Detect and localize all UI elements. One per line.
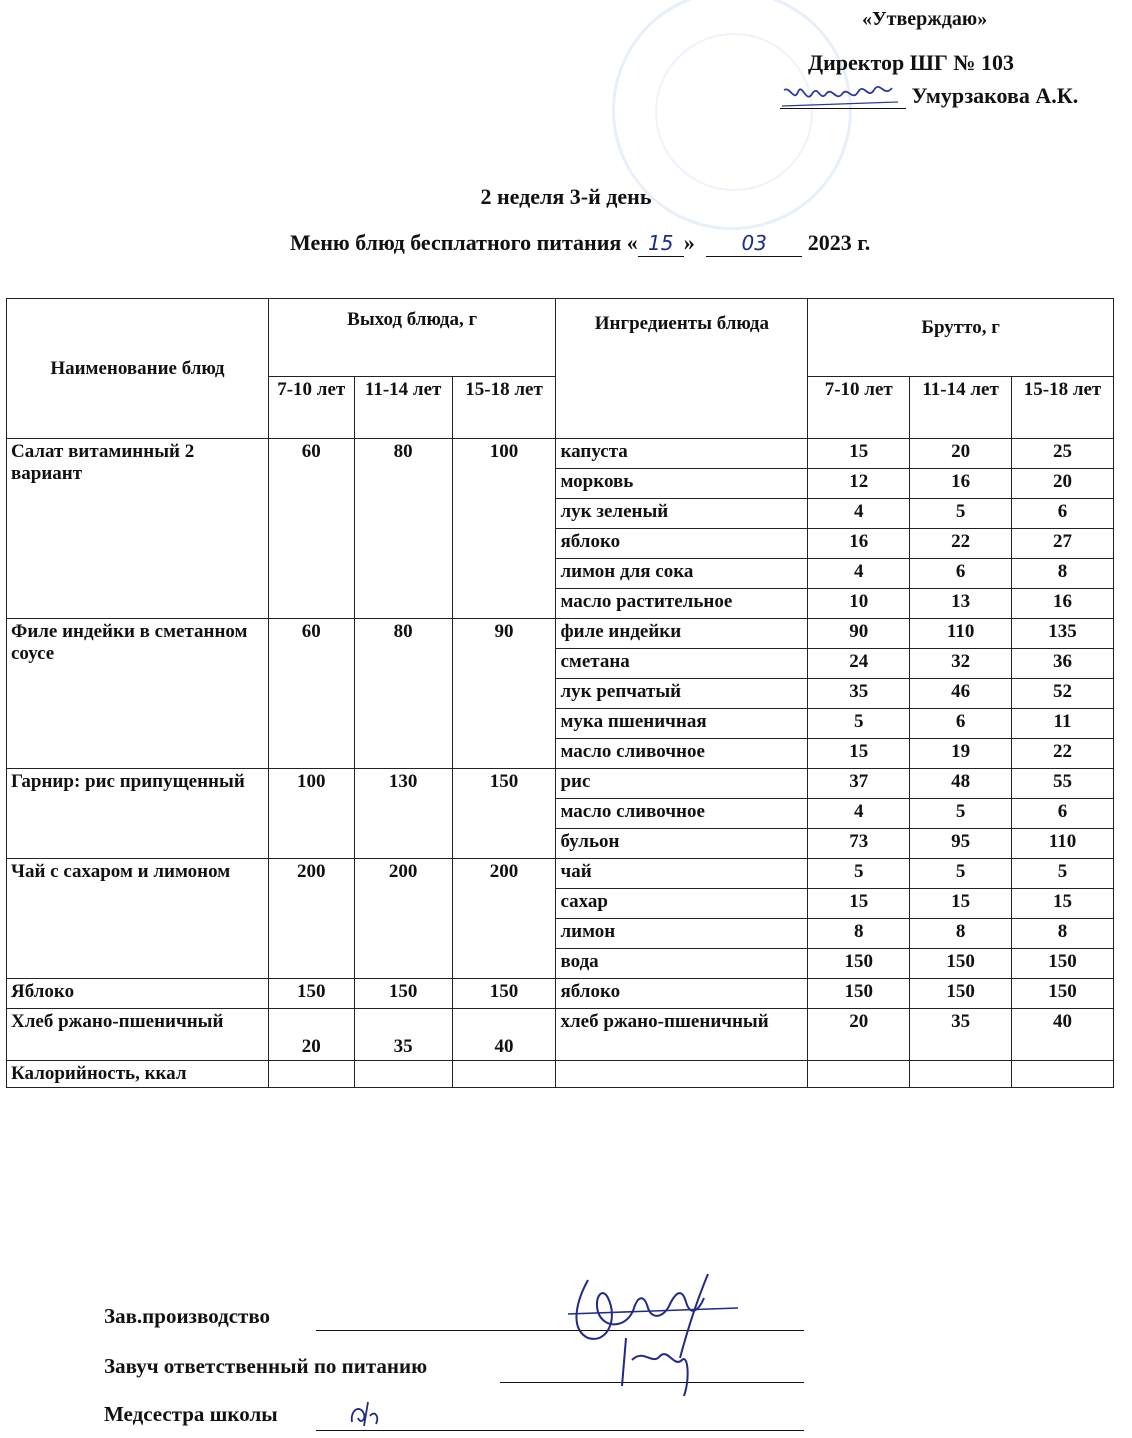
header-brutto-age-1: 7-10 лет [808,377,910,439]
calories-label: Калорийность, ккал [7,1061,269,1088]
ingredient-brutto: 135 [1012,619,1114,649]
ingredient-brutto: 5 [910,499,1012,529]
calories-cell [354,1061,452,1088]
ingredient-brutto: 6 [1012,799,1114,829]
header-output-age-2: 11-14 лет [354,377,452,439]
ingredient-brutto: 150 [910,979,1012,1009]
ingredient-brutto: 20 [1012,469,1114,499]
dish-output: 40 [452,1009,556,1061]
ingredient-brutto: 5 [808,709,910,739]
dish-name: Гарнир: рис припущенный [7,769,269,859]
calories-cell [556,1061,808,1088]
dish-output: 200 [268,859,354,979]
dish-output: 35 [354,1009,452,1061]
header-output: Выход блюда, г [268,299,556,377]
ingredient-name: лимон [556,919,808,949]
table-row [7,619,1114,649]
dish-output: 150 [268,979,354,1009]
dish-output: 60 [268,439,354,619]
director-signature-line [780,83,1078,109]
table-row [7,769,1114,799]
director-name: Умурзакова А.К. [911,83,1079,108]
ingredient-brutto: 6 [910,709,1012,739]
ingredient-brutto: 4 [808,499,910,529]
ingredient-brutto: 22 [910,529,1012,559]
approve-label: «Утверждаю» [862,8,988,30]
ingredient-name: морковь [556,469,808,499]
ingredient-name: сахар [556,889,808,919]
ingredient-name: хлеб ржано-пшеничный [556,1009,808,1061]
ingredient-name: масло растительное [556,589,808,619]
ingredient-brutto: 15 [1012,889,1114,919]
dish-output: 90 [452,619,556,769]
dish-name: Салат витаминный 2 вариант [7,439,269,619]
month-field: 03 [706,232,802,257]
ingredient-brutto: 36 [1012,649,1114,679]
table-row [7,1009,1114,1061]
dish-output: 60 [268,619,354,769]
dish-name: Яблоко [7,979,269,1009]
ingredient-brutto: 5 [1012,859,1114,889]
head-teacher-label: Завуч ответственный по питанию [104,1354,428,1378]
quote-close: » [683,230,695,255]
dish-output: 130 [354,769,452,859]
ingredient-name: лук репчатый [556,679,808,709]
ingredient-brutto: 90 [808,619,910,649]
dish-output: 80 [354,439,452,619]
ingredient-brutto: 20 [808,1009,910,1061]
header-output-age-1: 7-10 лет [268,377,354,439]
ingredient-brutto: 25 [1012,439,1114,469]
ingredient-brutto: 24 [808,649,910,679]
ingredient-brutto: 48 [910,769,1012,799]
dish-output: 80 [354,619,452,769]
ingredient-name: чай [556,859,808,889]
ingredient-name: вода [556,949,808,979]
ingredient-brutto: 6 [910,559,1012,589]
dish-name: Филе индейки в сметанном соусе [7,619,269,769]
ingredient-name: масло сливочное [556,799,808,829]
production-signature [548,1268,748,1408]
ingredient-brutto: 27 [1012,529,1114,559]
nurse-signature [346,1396,386,1430]
ingredient-brutto: 35 [808,679,910,709]
ingredient-brutto: 15 [808,889,910,919]
header-ingredients: Ингредиенты блюда [556,299,808,439]
ingredient-brutto: 15 [808,739,910,769]
calories-cell [452,1061,556,1088]
ingredient-brutto: 16 [910,469,1012,499]
ingredient-name: мука пшеничная [556,709,808,739]
ingredient-brutto: 5 [808,859,910,889]
ingredient-brutto: 32 [910,649,1012,679]
signature-field [780,88,906,109]
ingredient-brutto: 11 [1012,709,1114,739]
ingredient-brutto: 8 [1012,559,1114,589]
ingredient-brutto: 40 [1012,1009,1114,1061]
ingredient-brutto: 73 [808,829,910,859]
nurse-label: Медсестра школы [104,1402,278,1426]
ingredient-brutto: 8 [910,919,1012,949]
ingredient-brutto: 8 [1012,919,1114,949]
header-brutto: Брутто, г [808,299,1114,377]
header-output-age-3: 15-18 лет [452,377,556,439]
ingredient-brutto: 150 [1012,979,1114,1009]
ingredient-brutto: 19 [910,739,1012,769]
table-row [7,979,1114,1009]
ingredient-name: филе индейки [556,619,808,649]
day-field: 15 [638,232,684,257]
calories-cell [808,1061,910,1088]
ingredient-brutto: 46 [910,679,1012,709]
calories-cell [910,1061,1012,1088]
ingredient-name: бульон [556,829,808,859]
ingredient-brutto: 4 [808,559,910,589]
ingredient-brutto: 15 [910,889,1012,919]
week-day-title: 2 неделя 3-й день [480,184,652,209]
nurse-signature-line [316,1430,804,1431]
header-dish-name: Наименование блюд [7,299,269,439]
dish-output: 150 [354,979,452,1009]
ingredient-brutto: 13 [910,589,1012,619]
calories-cell [1012,1061,1114,1088]
ingredient-name: рис [556,769,808,799]
ingredient-brutto: 20 [910,439,1012,469]
ingredient-brutto: 150 [808,949,910,979]
ingredient-name: масло сливочное [556,739,808,769]
calories-row [7,1061,1114,1088]
dish-output: 150 [452,769,556,859]
ingredient-name: яблоко [556,529,808,559]
ingredient-brutto: 95 [910,829,1012,859]
dish-output: 100 [268,769,354,859]
dish-name: Хлеб ржано-пшеничный [7,1009,269,1061]
ingredient-brutto: 52 [1012,679,1114,709]
table-row [7,439,1114,469]
ingredient-brutto: 4 [808,799,910,829]
ingredient-brutto: 6 [1012,499,1114,529]
dish-output: 100 [452,439,556,619]
dish-output: 200 [452,859,556,979]
menu-title [290,230,870,257]
ingredient-brutto: 5 [910,799,1012,829]
production-label: Зав.производство [104,1304,271,1328]
header-brutto-age-3: 15-18 лет [1012,377,1114,439]
dish-output: 150 [452,979,556,1009]
ingredient-brutto: 5 [910,859,1012,889]
director-title: Директор ШГ № 103 [808,50,1015,75]
menu-title-prefix: Меню блюд бесплатного питания « [290,230,638,255]
year-label: 2023 г. [807,230,871,255]
director-signature [780,82,900,110]
dish-output: 200 [354,859,452,979]
ingredient-name: лимон для сока [556,559,808,589]
ingredient-brutto: 15 [808,439,910,469]
menu-table [6,298,1114,1088]
ingredient-brutto: 150 [910,949,1012,979]
menu-table-body [7,299,1114,1088]
ingredient-brutto: 150 [1012,949,1114,979]
ingredient-brutto: 37 [808,769,910,799]
ingredient-name: капуста [556,439,808,469]
ingredient-name: сметана [556,649,808,679]
ingredient-brutto: 110 [910,619,1012,649]
ingredient-brutto: 22 [1012,739,1114,769]
ingredient-brutto: 10 [808,589,910,619]
ingredient-brutto: 16 [1012,589,1114,619]
ingredient-brutto: 16 [808,529,910,559]
header-brutto-age-2: 11-14 лет [910,377,1012,439]
dish-output: 20 [268,1009,354,1061]
calories-cell [268,1061,354,1088]
ingredient-brutto: 35 [910,1009,1012,1061]
ingredient-brutto: 55 [1012,769,1114,799]
ingredient-name: лук зеленый [556,499,808,529]
ingredient-brutto: 12 [808,469,910,499]
ingredient-name: яблоко [556,979,808,1009]
ingredient-brutto: 8 [808,919,910,949]
ingredient-brutto: 110 [1012,829,1114,859]
ingredient-brutto: 150 [808,979,910,1009]
dish-name: Чай с сахаром и лимоном [7,859,269,979]
table-row [7,859,1114,889]
